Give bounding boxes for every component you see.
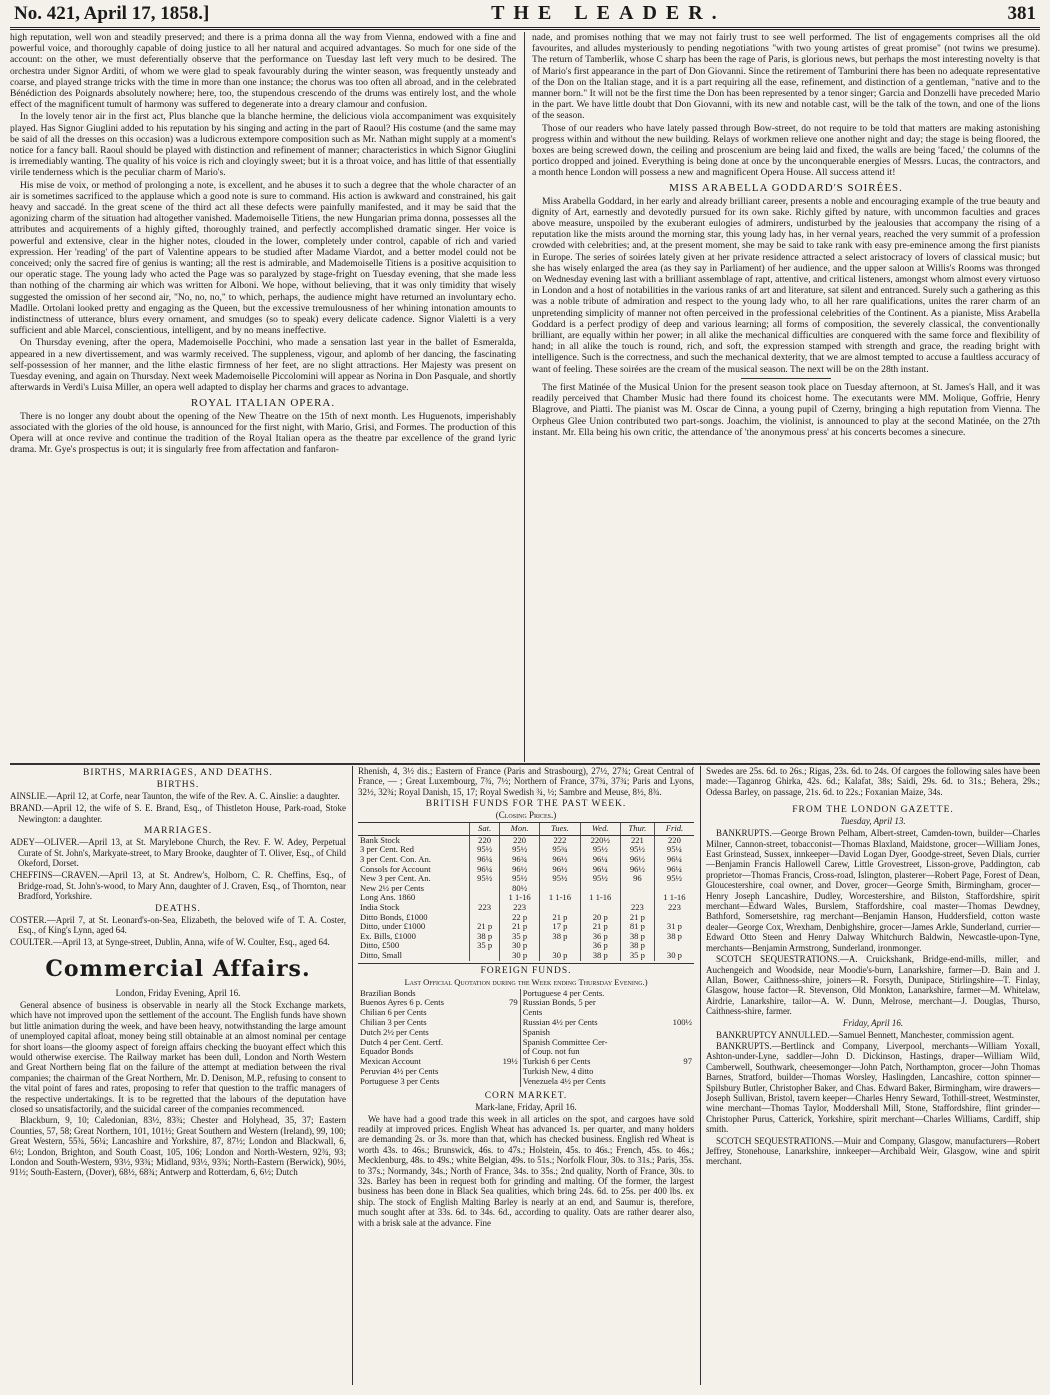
stock-name-cell: Ditto Bonds, £1000 [360, 911, 428, 922]
paragraph: His mise de voix, or method of prolonging a note, is excellent, and he abuses it to such a degree that the whole character of an air is sometimes sacrificed to the applause which a good note is sure to command. His action is awkward and constrained, his gait heavy and saccadé. In the great scene of the third act all these defects were painfully manifested, and it may be said that the agonizing charm of the situation had altogether vanished. Mademoiselle Titiens, the new Hungarian prima donna, possesses all the attributes and acquirements of a highly gifted, thoroughly trained, and perfectly accomplished dramatic singer. Her voice is powerful and extensive, clear in the higher notes, clouded in the lower, completely under control, capable of rich and varied expression. Her 'reading' of the part of Valentine appears to be studied after Madame Viardot, and a better model could not be conceived; only the sacred fire of genius is wanting; all the rest is admirable, and Mademoiselle Titiens is a positive acquisition to our operatic stage. The young lady who acted the Page was so paralyzed by stage-fright on Tuesday evening, that she made less than nothing of the charming air which was written for Alboni. We hope, without believing, that it was only timidity that wisely suggested the omission of her second air, "No, no, no," to which, perhaps, the audience might have returned an involuntary echo. Madlle. Ortolani looked pretty and engaging as the Queen, but the excessive tremulousness of her whining intonation amounts to indistinctness of utterance, blurs every ornament, and smudges (so to speak) every delicate cadence. Signor Vialetti is a very sufficient and able Marcel, conscientious, intelligent, and by no means ineffective. [10, 179, 516, 337]
price-cell: 96 [620, 874, 654, 884]
price-cell: 95½ [540, 874, 580, 884]
price-cell: 38 p [470, 932, 500, 942]
price-cell: 95½ [620, 845, 654, 855]
column-header: Mon. [499, 823, 539, 836]
corn-market-text: We have had a good trade this week in all articles on the spot, and cargoes have sold readily at improved prices. English Wheat has advanced 1s. per quarter, and many holders are demanding 2s. or 3s. more than that, which has checked business. English red Wheat is worth 43s. to 46s.; Brunswick, 46s. to 47s.; Holstein, 45s. to 46s.; French, 45s. to 46s.; Mecklenburg, 48s. to 49s.; white Belgian, 49s. to 51s.; Norfolk Flour, 30s. to 31s.; Paris, 35s. to 37s.; Normandy, 34s.; North of France, 34s. to 35s.; 2nd quality, North of France, 30s. to 32s. Barley has been in request both for grinding and malting. Of the former, the largest business has been done in Black Sea qualities, which bring 24s. 6d. to 25s. per 400 lbs. ex ship. The stock of English Malting Barley is nearly at an end, and Saumur is, therefore, much sought after at 33s. 6d. to 34s. 6d., according to quality. Oats are rather dearer also, with a brisk sale at the advance. Fine [358, 1113, 694, 1228]
column-header: Wed. [580, 823, 620, 836]
price-cell: 96¼ [580, 865, 620, 875]
price-cell: 30 p [499, 951, 539, 961]
paragraph: nade, and promises nothing that we may not fairly trust to see well performed. The list of engagements comprises all the old favourites, and alludes mysteriously to pending negotiations "with two young artistes of great promise" (not twins we presume). The return of Tamberlik, whose C sharp has been the rage of Paris, is glorious news, but perhaps the most interesting novelty is that of Mario's first appearance in the part of Don Giovanni. Since the retirement of Tamburini there has been no adequate representative of the Don on the Italian stage, and it is a part requiring all the ease, refinement, and distinction of a gentleman, "native and to the manner born." It will not be the first time the Don has been represented by a tenor singer; Garcia and Donzelli have preceded Mario in the part. We have little doubt that Don Giovanni, with its new and notable cast, will be the talk of the town, and one of the lions of the season. [532, 32, 1040, 122]
column-header: Frid. [654, 823, 694, 836]
stock-name-cell: Ex. Bills, £1000 [360, 930, 416, 941]
lower-section [10, 766, 1040, 1385]
birth-entry: BRAND.—April 12, the wife of S. E. Brand, Esq., of Thistleton House, Park-road, Stoke Newington: a daughter. [10, 803, 346, 824]
gazette-heading: FROM THE LONDON GAZETTE. [792, 805, 954, 816]
price-cell: 95½ [499, 874, 539, 884]
price-cell: 21 p [620, 913, 654, 923]
marriage-entry: ADEY—OLIVER.—April 13, at St. Marylebone Church, the Rev. F. W. Adey, Perpetual Curate of St. John's, Markyate-street, to Mary Brooke, daughter of T. Oliver, Esq., of Child Okeford, Dorset. [10, 837, 346, 869]
price-cell: 38 p [620, 932, 654, 942]
fund-price-cell [658, 1038, 694, 1048]
bankrupts-list: BANKRUPTS.—George Brown Pelham, Albert-street, Camden-town, builder—Charles Milner, Cannon-street, tobacconist—Thomas Blaxland, Maidstone, grocer—William Jones, East Grinstead, Sussex, innkeeper—David Logan Dyer, Goodge-street, Seven Dials, currier—Benjamin Francis Hallowell Carew, Little Grovestreet, Lisson-grove, Paddington, cab proprietor—Thomas Francis, Cross-road, Islington, plasterer—Robert Page, Forest of Dean, Gloucestershire, coal owner, and Dover, grocer—George Smith, Birmingham, grocer—Henry Joseph Lancashire, Dudley, Worcestershire, and Bilston, Staffordshire, spirit merchant—Edward Wales, Burslem, Staffordshire, coal master—Thomas Dewdney, Bathford, Somersetshire, rag merchant—Benjamin Hanson, Huddersfield, cotton waste dealer—George Cox, Wrexham, Denbighshire, grocer—James Arkle, Sunderland, currier—Edward Otto Steen and Henry Dalway Whitchurch Baldwin, Newcastle-upon-Tyne, merchants—Benjamin Armstrong, Sunderland, ironmonger. [706, 828, 1040, 953]
price-cell: 21 p [580, 922, 620, 932]
stock-name-cell: Ditto, Small [360, 949, 403, 960]
price-cell: 220 [654, 835, 694, 845]
stock-name-cell: Consols for Account [360, 863, 431, 874]
price-cell [470, 884, 500, 894]
foreign-funds-subheading: Last Official Quotation during the Week ending Thursday Evening.) [404, 976, 648, 987]
fund-name-cell: Equador Bonds [360, 1046, 414, 1057]
bankruptcy-annulled: BANKRUPTCY ANNULLED.—Samuel Bennett, Manchester, commission agent. [716, 1029, 1015, 1040]
births-heading: BIRTHS. [156, 780, 200, 790]
price-cell: 95½ [580, 874, 620, 884]
price-cell: 36 p [580, 941, 620, 951]
commercial-dateline: London, Friday Evening, April 16. [115, 987, 241, 998]
price-cell: 95½ [470, 845, 500, 855]
table-row [358, 951, 694, 961]
price-cell: 96¼ [654, 855, 694, 865]
price-cell: 223 [470, 903, 500, 913]
railway-prices: Blackburn, 9, 10; Caledonian, 83½, 83¾; Chester and Holyhead, 35, 37; Eastern Counties, 57, 58; Great Northern, 101, 101½; Great Southern and Western (Ireland), 99, 100; Great Western, 55¾, 56¼; Lancashire and Yorkshire, 87, 87½; London and Blackwall, 6, 6½; London, Brighton, and South Coast, 105, 106; London and North-Western, 92¾, 93; London and South-Western, 93½, 93¾; Midland, 93½, 93¾; North-Eastern (Berwick), 90½, 91½; South-Eastern, (Dover), 68½, 68¾; Antwerp and Rotterdam, 6, 6½; Dutch [10, 1115, 346, 1178]
foreign-funds-heading: FOREIGN FUNDS. [480, 965, 572, 976]
foreign-shares-text: Rhenish, 4, 3½ dis.; Eastern of France (Paris and Strasbourg), 27½, 27¾; Great Central of France, — ; Great Luxembourg, 7¾, 7½; Northern of France, 37¾, 37¾; Paris and Lyons, 32½, 32¾; Royal Danish, 15, 17; Royal Swedish ¾, ½; Sambre and Meuse, 8½, 8¾. [358, 766, 694, 797]
fund-name-cell: Venezuela 4½ per Cents [522, 1075, 606, 1086]
commercial-text: General absence of business is observable in nearly all the Stock Exchange markets, which have not improved upon the settlement of the account. The English funds have shown but little animation during the week, and have been heavy, notwithstanding the large amount of unemployed capital afloat, money being still obtainable at an almost nominal per centage for short loans—the gloomy aspect of foreign affairs checking the buoyant effect which this would otherwise exercise. The Railway market has been dull, London and North Western and Great Northern being flat on the failure of the attempt at mediation between the rival companies; the chairman of the Great Northern, Mr. D. Denison, M.P., refusing to consent to the vital point of fares and rates, proposing to refer that question to the traffic managers of the respective undertakings. It is to be regretted that the labours of the deputation have closed so unsatisfactorily, and the suicidal career of the companies recommenced. [10, 999, 346, 1114]
stock-name-cell: Long Ans. 1860 [360, 892, 416, 903]
goddard-soirees-heading: MISS ARABELLA GODDARD'S SOIRÉES. [669, 181, 903, 194]
death-entry: COULTER.—April 13, at Synge-street, Dublin, Anna, wife of W. Coulter, Esq., aged 64. [10, 937, 330, 948]
fund-name-cell: Russian 4½ per Cents [522, 1016, 598, 1027]
fund-price-cell [658, 1077, 694, 1087]
price-cell: 96¼ [580, 855, 620, 865]
paragraph: Those of our readers who have lately passed through Bow-street, do not require to be told that matters are making astonishing progress within and without the new building. Relays of workmen relieve one another night and day; the stage is being floored, the boxes are being screwed down, the ceiling and proscenium are being laid and fixed, the walls are being 'faced,' the columns of the portico dropped and joined. Everything is being done at once by the unconquerable energies of Messrs. Lucas, the contractors, and a month hence London will possess a new and magnificent Opera House. All success attend it! [532, 122, 1040, 179]
price-cell: 38 p [620, 941, 654, 951]
fund-name-cell: Peruvian 4½ per Cents [360, 1065, 439, 1076]
fund-name-cell: Portuguese 4 per Cents. [522, 987, 605, 998]
price-cell: 96½ [620, 865, 654, 875]
price-cell: 30 p [654, 951, 694, 961]
marriage-entry: CHEFFINS—CRAVEN.—April 13, at St. Andrew's, Holborn, C. R. Cheffins, Esq., of Bridge-road, St. John's-wood, to Mary Ann, daughter of J. Craven, Esq., of Thornton, near Bradford, Yorkshire. [10, 870, 346, 902]
royal-italian-opera-text: There is no longer any doubt about the opening of the New Theatre on the 15th of next month. Les Huguenots, imperishably associated with the glories of the old house, is announced for the first night, with Mario, Grisi, and Formes. The production of this Opera will at once revive and continue the tradition of the Royal Italian opera as the theatre par excellence of the grand lyric drama. Mr. Gye's prospectus is out; it is singularly free from affectation and fanfaron- [10, 410, 516, 456]
fund-price-cell [658, 1067, 694, 1077]
scotch-sequestrations-list: SCOTCH SEQUESTRATIONS.—A. Cruickshank, Bridge-end-mills, miller, and Auchengeich and Woodside, near Moodie's-burn, Lanarkshire, farmer—D. Bain and J. Allan, Bower, Caithness-shire, joiners—R. Forsyth, Dunipace, Stirlingshire—T. Finlay, Glasgow, house factor—R. Stevenson, Old Monkton, Lanarkshire, farmer—M. Whitelaw, Airdrie, Lanarkshire, tailor—A. W. Dunn, Melrose, merchant—J. Douglas, Thurso, Caithness-shire, farmer. [706, 954, 1040, 1017]
price-cell: 1 1-16 [499, 893, 539, 903]
goddard-soirees-text: Miss Arabella Goddard, in her early and already brilliant career, presents a noble and encouraging example of the true beauty and dignity of Art, earnestly and devotedly pursued for its own sake. Richly gifted by nature, with uncommon faculties and graces above measure, unspoiled by the exuberant eulogies of admirers, undisturbed by the jealousies that accompany the rising of a reputation like the mists around the morning star, this young lady has, in her vernal years, reached the very summit of a profession crowded with celebrities; and, at the present moment, she may be said to take rank with easy pre-eminence among the first pianists in Europe. The series of soirées lately given at her private residence attracted a select aristocracy of lovers of classical music; but she has wisely enlarged the area (as they say in Parliament) of her audience, and the upper saloon at Willis's Rooms was thronged on Wednesday evening last with a brilliant assemblage of rapt, attentive, and critical listeners, amongst whom almost every virtuoso in London and a host of notabilities in the various ranks of art and literature, sat silent and entranced. Surely such a gathering as this was a noble tribute of admiration and respect to the young lady who, to all her rare qualifications, unites the rarer charm of an unpretending simplicity of manner not often perceived in the professional celebrities of the Continent. As a pianiste, Miss Arabella Goddard is a perfect prodigy of deep and various learning; all forms of composition, the severely classical, the conventionally brilliant, are equally within her power; in all alike the mechanical difficulties are conquered with the same force and flexibility of hand; in all alike the touch is round, rich, and soft, the expression stamped with strength and grace, the reading bright with intelligence. Such is the correctness, and such the mechanical dexterity, that we are almost tempted to accuse a faultless accuracy of want of feeling. These soirées are the cream of the musical season. The next will be on the 28th instant. [532, 195, 1040, 375]
price-cell: 36 p [580, 932, 620, 942]
birth-entry: AINSLIE.—April 12, at Corfe, near Taunton, the wife of the Rev. A. C. Ainslie: a daughter. [10, 791, 340, 801]
fund-name-cell: Chilian 6 per Cents [360, 1007, 427, 1018]
price-cell: 20 p [580, 913, 620, 923]
fund-price-cell: 79 [494, 998, 521, 1008]
fund-price-cell [494, 1067, 521, 1077]
price-cell: 35 p [499, 932, 539, 942]
price-cell: 17 p [540, 922, 580, 932]
fund-price-cell [658, 998, 694, 1008]
table-rule [358, 963, 694, 964]
fund-name-cell: Turkish 6 per Cents [522, 1056, 591, 1067]
fund-price-cell [494, 1018, 521, 1028]
fund-name-cell: Dutch 4 per Cent. Certf. [360, 1036, 444, 1047]
gazette-column [706, 766, 1040, 1385]
table-row [358, 1077, 694, 1087]
price-cell: 220½ [580, 835, 620, 845]
stock-name-cell: India Stock [360, 901, 400, 912]
price-cell: 38 p [540, 932, 580, 942]
births-commerce-column [10, 766, 346, 1385]
price-cell: 35 p [620, 951, 654, 961]
funds-column [358, 766, 694, 1385]
horizontal-divider [10, 763, 1040, 765]
price-cell: 38 p [580, 951, 620, 961]
stock-name-cell: Bank Stock [360, 834, 400, 845]
upper-section [10, 32, 1040, 762]
price-cell: 30 p [540, 951, 580, 961]
price-cell: 95½ [470, 874, 500, 884]
royal-italian-opera-heading: ROYAL ITALIAN OPERA. [190, 396, 336, 409]
fund-price-cell: 19½ [494, 1057, 521, 1067]
paragraph: high reputation, well won and steadily preserved; and there is a prima donna all the way from Vienna, endowed with a fine and powerful voice, and thoroughly capable of doing justice to all her natural and acquired advantages. So much for one side of the account: on the other, we must deferentially observe that the performance on Tuesday last left very much to be desired. The orchestra under Signor Arditi, of whom we were glad to speak favourably during the winter season, was frequently unsteady and coarse, and played strange tricks with the time in more than one instance; the chorus was too often all abroad, and in the celebrated Bénédiction des Poignards absolutely nowhere; here, too, the stupendous crescendo of the drums was entirely lost, and the whole effect of the magnificent tumult of harmony was suffered to degenerate into a dreary clamour and confusion. [10, 32, 516, 111]
music-column-right [532, 32, 1040, 762]
stock-name-cell: New 2½ per Cents [360, 882, 424, 893]
column-divider [352, 766, 353, 1385]
price-cell: 95¼ [654, 845, 694, 855]
british-funds-subheading: (Closing Prices.) [495, 810, 557, 821]
stock-name-cell: Ditto, under £1000 [360, 921, 426, 932]
fund-name-cell: Russian Bonds, 5 per [522, 997, 596, 1008]
price-cell: 96½ [540, 855, 580, 865]
price-cell: 1 1-16 [580, 893, 620, 903]
paragraph: In the lovely tenor air in the first act, Plus blanche que la blanche hermine, the delicious viola accompaniment was exquisitely played. Has Signor Giuglini added to his reputation by his singing and acting in the part of Raoul? His costume (and the same may be said of all the dresses on this occasion) was a ludicrous extempore composition such as Mr. Nathan might supply at a moment's notice for a fancy ball. Raoul should be played with distinction and refinement of manner; characteristics in which Signor Giuglini is irremediably wanting. The quality of his voice is rich and cloyingly sweet; but it is a throat voice, and has little of that essentially virile tenderness which is the peculiar charm of Mario's. [10, 111, 516, 179]
price-cell: 95½ [499, 845, 539, 855]
price-cell: 22 p [499, 913, 539, 923]
fund-name-cell: Dutch 2½ per Cents [360, 1026, 429, 1037]
paragraph: On Thursday evening, after the opera, Mademoiselle Pocchini, who made a sensation last year in the ballet of Esmeralda, appeared in a new divertissement, and was warmly received. The suppleness, vigour, and aplomb of her dancing, the fascinating self-possession of her manner, and the lithe elastic firmness of her feet, are no slight attractions. Her Majesty was present on Tuesday evening, and again on Thursday. Next week Mademoiselle Piccolomini will appear as Norina in Don Pasquale, and shortly afterwards in Verdi's Luisa Miller, an opera well adapted to display her charms and graces to advantage. [10, 337, 516, 394]
price-cell: 30 p [499, 941, 539, 951]
issue-date: No. 421, April 17, 1858.] [14, 3, 210, 24]
column-divider [524, 32, 525, 762]
stock-name-cell: 3 per Cent. Red [360, 844, 414, 855]
foreign-funds-body [358, 989, 694, 1087]
price-cell: 221 [620, 835, 654, 845]
price-cell: 223 [499, 903, 539, 913]
price-cell: 220 [470, 835, 500, 845]
bankrupts-list: BANKRUPTS.—Bertlinck and Company, Liverpool, merchants—William Yoxall, Ashton-under-Lyne, saddler—John D. Dickinson, Hastings, draper—William Wild, Camberwell, Southwark, cheesemonger—John Patch, Northampton, grocer—John Thomas Barnes, Stratford, builder—Thomas Worsley, Haslingden, Lancashire, cotton spinner—Spilsbury Butler, Christopher Baker, and Chas. Edward Baker, Birmingham, wire drawers—Joseph Sullivan, Bristol, tavern keeper—Charles Henry Seward, Tothill-street, Westminster, wine merchant—Thomas Taylor, Moddershall Mill, Stone, Staffordshire, flint grinder—Christopher Purus, Catterick, Yorkshire, spirit merchant—Charles Williams, Cardiff, ship smith. [706, 1040, 1040, 1135]
stock-name-cell: New 3 per Cent. An. [360, 873, 431, 884]
price-cell: 1 1-16 [654, 893, 694, 903]
price-cell: 96¼ [470, 865, 500, 875]
section-rule [741, 378, 831, 379]
price-cell: 222 [540, 835, 580, 845]
gazette-tuesday: Tuesday, April 13. [840, 816, 906, 827]
fund-price-cell [658, 1028, 694, 1038]
corn-market-heading: CORN MARKET. [484, 1090, 568, 1101]
fund-name-cell: Brazilian Bonds [360, 987, 416, 998]
fund-name-cell: Chilian 3 per Cents [360, 1016, 427, 1027]
price-cell: 95½ [580, 845, 620, 855]
fund-price-cell [494, 1028, 521, 1038]
fund-price-cell [494, 1077, 521, 1087]
fund-name-cell: Cents [522, 1007, 543, 1018]
bmd-heading: BIRTHS, MARRIAGES, AND DEATHS. [83, 768, 273, 778]
musical-union-text: The first Matinée of the Musical Union for the present season took place on Tuesday afternoon, at St. James's Hall, and it was readily perceived that Chamber Music had there found its choicest home. The executants were MM. Molique, Goffrie, Henry Blagrove, and Piatti. The pianist was M. Oscar de Cinna, a young pupil of Czerny, bringing a high reputation from Vienna. The Orpheus Glee Union contributed two part-songs. Joachim, the violinist, is announced to play at the second Matinée, on the 27th instant. Mr. Ella being his own critic, the attendance of 'the anonymous press' at his concerts becomes a sinecure. [532, 381, 1040, 438]
stock-name-cell: Ditto, £500 [360, 940, 400, 951]
price-cell: 96¼ [470, 855, 500, 865]
price-cell: 95¾ [540, 845, 580, 855]
price-cell: 31 p [654, 922, 694, 932]
price-cell: 80½ [499, 884, 539, 894]
price-cell: 38 p [654, 932, 694, 942]
music-column-left [10, 32, 516, 762]
british-funds-table [358, 822, 694, 960]
fund-name-cell: of Coup. not fun [522, 1046, 580, 1057]
price-cell: 21 p [470, 922, 500, 932]
column-divider [700, 766, 701, 1385]
price-cell: 220 [499, 835, 539, 845]
price-cell: 223 [620, 903, 654, 913]
corn-market-dateline: Mark-lane, Friday, April 16. [475, 1101, 577, 1112]
fund-price-cell: 97 [683, 1056, 692, 1067]
price-cell: 96¾ [499, 855, 539, 865]
marriages-heading: MARRIAGES. [143, 826, 213, 837]
column-header: Tues. [540, 823, 580, 836]
fund-price-cell [494, 1038, 521, 1048]
fund-name-cell: Buenos Ayres 6 p. Cents [360, 997, 444, 1008]
price-cell: 96½ [540, 865, 580, 875]
fund-price-cell [658, 989, 694, 999]
price-cell: 223 [654, 903, 694, 913]
deaths-heading: DEATHS. [155, 903, 201, 914]
price-cell: 95½ [654, 874, 694, 884]
price-cell: 96½ [499, 865, 539, 875]
paper-title: THE LEADER. [491, 2, 726, 24]
fund-price-cell: 100½ [672, 1016, 692, 1027]
stock-name-cell: 3 per Cent. Con. An. [360, 854, 431, 864]
corn-continued-text: Swedes are 25s. 6d. to 26s.; Rigas, 23s. 6d. to 24s. Of cargoes the following sales have been made:—Taganrog Ghirka, 42s. 6d.; Kalafat, 38s; Saidi, 29s. 6d. to 31s.; Behera, 29s.; Odessa Barley, on passage, 21s. 6d. to 22s.; Foxanian Maize, 34s. [706, 766, 1040, 797]
price-cell [620, 884, 654, 894]
price-cell: 81 p [620, 922, 654, 932]
fund-name-cell: Spanish [522, 1026, 550, 1037]
fund-price-cell [494, 1008, 521, 1018]
price-cell: 96¼ [654, 865, 694, 875]
table-header-row [358, 823, 694, 836]
newspaper-page [10, 0, 1040, 1385]
death-entry: COSTER.—April 7, at St. Leonard's-on-Sea, Elizabeth, the beloved wife of T. A. Coster, Esq., of King's Lynn, aged 64. [10, 914, 346, 936]
commercial-affairs-heading: Commercial Affairs. [45, 955, 311, 982]
price-cell: 35 p [470, 941, 500, 951]
fund-name-cell: Spanish Committee Cer- [522, 1036, 608, 1047]
foreign-funds-table [358, 989, 694, 1087]
price-cell: 21 p [540, 913, 580, 923]
scotch-sequestrations-list: SCOTCH SEQUESTRATIONS.—Muir and Company, Glasgow, manufacturers—Robert Jeffrey, Stonehouse, Lanarkshire, innkeeper—Archibald Weir, Glasgow, wine and spirit merchant. [706, 1135, 1040, 1167]
price-cell: 96½ [620, 855, 654, 865]
price-cell [470, 951, 500, 961]
fund-name-cell: Portuguese 3 per Cents [360, 1075, 440, 1086]
gazette-friday: Friday, April 16. [842, 1017, 904, 1028]
fund-name-cell: Turkish New, 4 ditto [522, 1065, 594, 1076]
fund-name-cell: Mexican Account [360, 1056, 421, 1067]
column-header: Sat. [470, 823, 500, 836]
british-funds-body [358, 835, 694, 960]
column-header [358, 823, 470, 836]
price-cell: 21 p [499, 922, 539, 932]
page-number: 381 [1007, 3, 1036, 24]
masthead [10, 0, 1040, 30]
price-cell: 1 1-16 [540, 893, 580, 903]
british-funds-heading: BRITISH FUNDS FOR THE PAST WEEK. [425, 799, 627, 810]
column-header: Thur. [620, 823, 654, 836]
